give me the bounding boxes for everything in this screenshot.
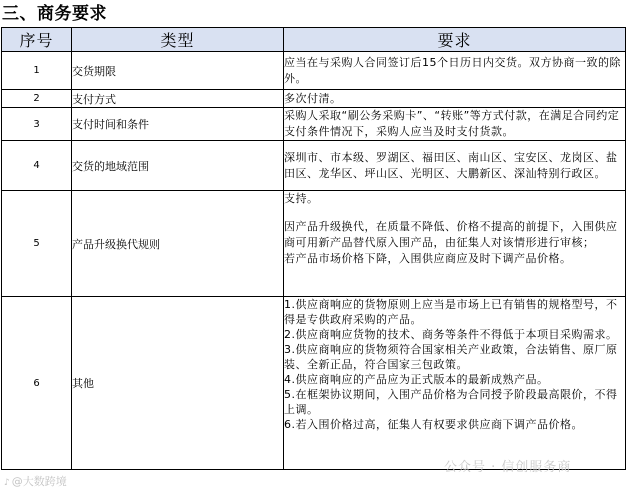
table-row	[2, 52, 626, 90]
requirement-text: 应当在与采购人合同签订后15个日历日内交货。双方协商一致的除外。	[284, 55, 621, 85]
row-type: 交货的地域范围	[72, 141, 284, 191]
row-requirement	[284, 108, 626, 141]
row-requirement	[284, 297, 626, 470]
requirement-text: 1.供应商响应的货物原则上应当是市场上已有销售的规格型号，不得是专供政府采购的产品。	[284, 298, 618, 326]
row-no: 2	[2, 90, 72, 108]
row-no: 6	[2, 297, 72, 470]
row-no: 1	[2, 52, 72, 90]
row-no: 5	[2, 191, 72, 297]
watermark-user-text: @大数跨境	[11, 475, 67, 488]
row-no: 3	[2, 108, 72, 141]
row-type: 交货期限	[72, 52, 284, 90]
table-row	[2, 297, 626, 470]
requirement-text: 4.供应商响应的产品应为正式版本的最新成熟产品。	[284, 373, 549, 386]
requirement-text: 采购人采取“刷公务采购卡”、“转账”等方式付款，在满足合同约定支付条件情况下，采购人应当及时支付货款。	[284, 109, 620, 138]
row-type: 支付方式	[72, 90, 284, 108]
requirement-text: 支持。	[284, 192, 319, 205]
row-no: 4	[2, 141, 72, 191]
row-type: 其他	[72, 297, 284, 470]
section-heading: 三、商务要求	[2, 4, 107, 24]
table-row	[2, 141, 626, 191]
watermark: 公众号 · 信创服务商	[444, 460, 572, 475]
watermark-user	[4, 473, 67, 489]
row-requirement	[284, 191, 626, 297]
requirement-text: 多次付清。	[284, 91, 342, 105]
table-row	[2, 108, 626, 141]
requirement-text: 5.在框架协议期间，入围产品价格为合同授予阶段最高限价，不得上调。	[284, 388, 618, 416]
row-requirement	[284, 52, 626, 90]
row-type: 产品升级换代规则	[72, 191, 284, 297]
requirement-text: 3.供应商响应的货物须符合国家相关产业政策，合法销售、原厂原装、全新正品，符合国家三包政策。	[284, 343, 618, 371]
header-no: 序号	[2, 28, 72, 52]
header-requirement: 要求	[284, 28, 626, 52]
requirement-text: 深圳市、市本级、罗湖区、福田区、南山区、宝安区、龙岗区、盐田区、龙华区、坪山区、光明区、大鹏新区、深汕特别行政区。	[284, 150, 618, 180]
requirement-text: 若产品市场价格下降，入围供应商应及时下调产品价格。	[284, 252, 572, 265]
row-type: 支付时间和条件	[72, 108, 284, 141]
requirement-text: 2.供应商响应货物的技术、商务等条件不得低于本项目采购需求。	[284, 328, 618, 341]
requirement-text: 6.若入围价格过高，征集人有权要求供应商下调产品价格。	[284, 418, 583, 431]
row-requirement	[284, 90, 626, 108]
table-row	[2, 90, 626, 108]
header-type: 类型	[72, 28, 284, 52]
requirement-text: 因产品升级换代，在质量不降低、价格不提高的前提下，入围供应商可用新产品替代原入围产品，由征集人对该情形进行审核；	[284, 220, 618, 249]
business-requirements-table	[1, 27, 626, 470]
row-requirement	[284, 141, 626, 191]
tiktok-icon: ♪	[4, 478, 10, 488]
requirement-blank-line	[284, 207, 625, 219]
table-row	[2, 191, 626, 297]
table-header-row	[2, 28, 626, 52]
